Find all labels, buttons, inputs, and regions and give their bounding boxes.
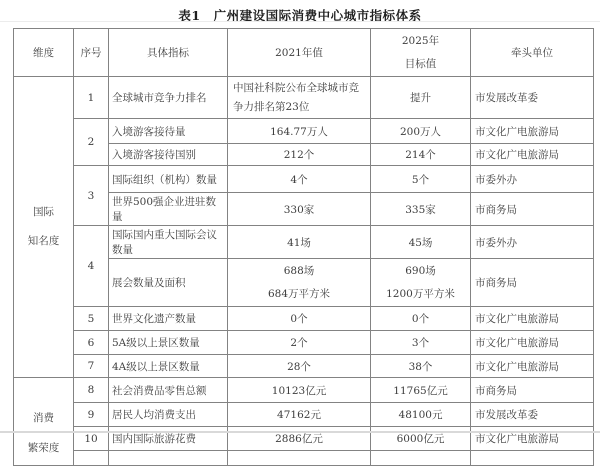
table-cell-empty — [471, 451, 594, 466]
table-row-clipped — [14, 451, 594, 466]
cell-lead-unit: 市商务局 — [471, 378, 594, 403]
cell-2025-target: 3个 — [371, 331, 471, 355]
value-line: 684万平方米 — [267, 287, 331, 300]
cell-2025-target: 提升 — [371, 77, 471, 119]
cell-indicator: 入境游客接待量 — [109, 119, 228, 144]
title-divider — [0, 21, 600, 22]
cell-indicator: 世界500强企业进驻数量 — [109, 193, 228, 226]
dimension-line: 知名度 — [27, 235, 60, 248]
cell-lead-unit: 市委外办 — [471, 166, 594, 193]
cell-serial: 10 — [74, 427, 109, 451]
header-2025-line1: 2025年 — [401, 35, 440, 47]
indicator-table — [13, 28, 594, 466]
cell-indicator: 展会数量及面积 — [109, 259, 228, 307]
dimension-line: 消费 — [33, 412, 54, 425]
cell-serial: 6 — [74, 331, 109, 355]
cell-indicator: 国际组织（机构）数量 — [109, 166, 228, 193]
cell-indicator: 居民人均消费支出 — [109, 403, 228, 427]
table-cell-empty — [228, 451, 371, 466]
table-cell-empty — [74, 451, 109, 466]
table-cell-empty — [371, 451, 471, 466]
cell-lead-unit: 市委外办 — [471, 226, 594, 259]
dimension-consumption-prosperity — [14, 378, 74, 466]
cell-serial: 5 — [74, 307, 109, 331]
cell-serial: 8 — [74, 378, 109, 403]
cell-2021-value: 10123亿元 — [228, 378, 371, 403]
cell-indicator: 5A级以上景区数量 — [109, 331, 228, 355]
table-title: 表1 广州建设国际消费中心城市指标体系 — [178, 8, 422, 23]
table-row — [14, 403, 594, 427]
cell-lead-unit: 市文化广电旅游局 — [471, 427, 594, 451]
header-2025-line2: 目标值 — [404, 57, 437, 70]
table-row — [14, 307, 594, 331]
table-row — [14, 331, 594, 355]
cell-lead-unit: 市发展改革委 — [471, 77, 594, 119]
table-row — [14, 77, 594, 119]
cell-2021-value: 28个 — [228, 355, 371, 378]
cell-serial: 7 — [74, 355, 109, 378]
value-line: 688场 — [283, 265, 315, 278]
cell-indicator: 社会消费品零售总额 — [109, 378, 228, 403]
cell-indicator: 入境游客接待国别 — [109, 144, 228, 166]
cell-2025-target: 0个 — [371, 307, 471, 331]
cell-2025-target: 45场 — [371, 226, 471, 259]
cell-2021-value: 0个 — [228, 307, 371, 331]
header-serial: 序号 — [74, 29, 109, 77]
cell-serial: 9 — [74, 403, 109, 427]
dimension-line: 繁荣度 — [27, 441, 60, 454]
cell-indicator: 世界文化遗产数量 — [109, 307, 228, 331]
cell-2021-value: 4个 — [228, 166, 371, 193]
cell-indicator: 国内国际旅游花费 — [109, 427, 228, 451]
cell-2021-value: 中国社科院公布全球城市竞争力排名第23位 — [228, 77, 371, 119]
cell-2021-value: 2886亿元 — [228, 427, 371, 451]
header-2021-value: 2021年值 — [228, 29, 371, 77]
cell-lead-unit: 市文化广电旅游局 — [471, 355, 594, 378]
cell-2025-target — [371, 259, 471, 307]
table-cell-empty — [109, 451, 228, 466]
cell-2021-value: 164.77万人 — [228, 119, 371, 144]
cell-lead-unit: 市商务局 — [471, 259, 594, 307]
dimension-line: 国际 — [33, 205, 54, 218]
cell-2021-value: 2个 — [228, 331, 371, 355]
header-2025-target — [371, 29, 471, 77]
cell-2025-target: 11765亿元 — [371, 378, 471, 403]
cell-2021-value: 330家 — [228, 193, 371, 226]
value-line: 690场 — [405, 265, 436, 278]
cell-lead-unit: 市文化广电旅游局 — [471, 119, 594, 144]
cell-lead-unit: 市文化广电旅游局 — [471, 307, 594, 331]
cell-serial: 2 — [74, 119, 109, 166]
cell-lead-unit: 市文化广电旅游局 — [471, 331, 594, 355]
header-lead-unit: 牵头单位 — [471, 29, 594, 77]
table-row — [14, 378, 594, 403]
cell-2025-target: 5个 — [371, 166, 471, 193]
cell-2021-value: 212个 — [228, 144, 371, 166]
cell-lead-unit: 市商务局 — [471, 193, 594, 226]
cell-2025-target: 48100元 — [371, 403, 471, 427]
cell-indicator: 4A级以上景区数量 — [109, 355, 228, 378]
table-row — [14, 119, 594, 144]
table-header-row — [14, 29, 594, 77]
cell-2025-target: 200万人 — [371, 119, 471, 144]
cell-2025-target: 214个 — [371, 144, 471, 166]
cell-lead-unit: 市文化广电旅游局 — [471, 144, 594, 166]
table-row — [14, 226, 594, 259]
table-row — [14, 355, 594, 378]
table-row — [14, 166, 594, 193]
cell-2025-target: 6000亿元 — [371, 427, 471, 451]
cell-indicator: 全球城市竞争力排名 — [109, 77, 228, 119]
dimension-international-fame — [14, 77, 74, 378]
header-dimension: 维度 — [14, 29, 74, 77]
cell-2021-value: 41场 — [228, 226, 371, 259]
cell-2025-target: 38个 — [371, 355, 471, 378]
cell-2021-value — [228, 259, 371, 307]
cell-indicator: 国际国内重大国际会议数量 — [109, 226, 228, 259]
cell-2021-value: 47162元 — [228, 403, 371, 427]
cell-lead-unit: 市发展改革委 — [471, 403, 594, 427]
cell-serial: 1 — [74, 77, 109, 119]
cell-2025-target: 335家 — [371, 193, 471, 226]
cell-serial: 3 — [74, 166, 109, 226]
header-indicator: 具体指标 — [109, 29, 228, 77]
cell-serial: 4 — [74, 226, 109, 307]
value-line: 1200万平方米 — [386, 287, 455, 300]
